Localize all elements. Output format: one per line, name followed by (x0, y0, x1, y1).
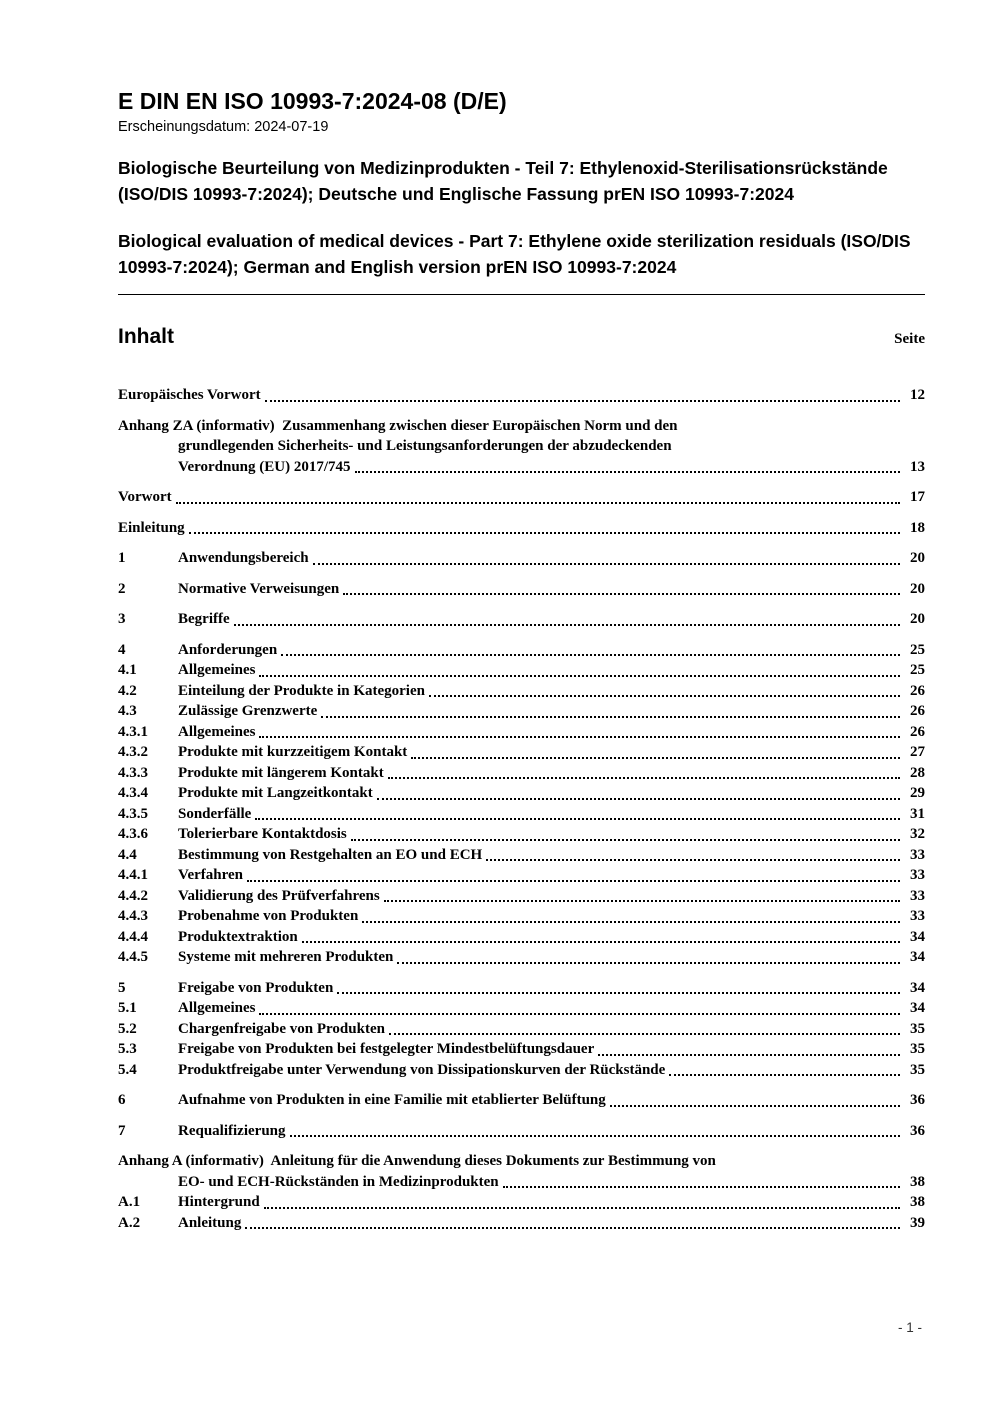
dot-leader (377, 798, 900, 800)
dot-leader (321, 716, 900, 718)
toc-page-number: 32 (910, 826, 925, 842)
toc-group (118, 609, 925, 630)
toc-entry-line (118, 998, 925, 1019)
toc-entry-line (118, 640, 925, 661)
toc-group (118, 548, 925, 569)
toc-entry-text: Begriffe (178, 611, 230, 627)
toc-entry-line (118, 1172, 925, 1193)
publication-date: Erscheinungsdatum: 2024-07-19 (118, 119, 329, 135)
toc-entry (118, 660, 925, 681)
toc-page-number: 35 (910, 1041, 925, 1057)
toc-page-number: 33 (910, 908, 925, 924)
toc-entry-number: 4.4 (118, 846, 137, 863)
toc-page-number: 38 (910, 1173, 925, 1190)
toc-entry-line (118, 978, 925, 999)
toc-entry-number: 4.4.2 (118, 887, 148, 904)
toc-entry-line (118, 947, 925, 968)
toc-entry-line (118, 1060, 925, 1081)
dot-leader (598, 1054, 900, 1056)
toc-entry-text: EO- und ECH-Rückständen in Medizinprodukten (178, 1173, 499, 1190)
toc-entry-text: Produkte mit kurzzeitigem Kontakt (178, 744, 408, 760)
dot-leader (234, 624, 900, 626)
toc-entry-line (118, 1121, 925, 1142)
dot-leader (264, 1207, 900, 1209)
toc-entry-line (118, 548, 925, 569)
toc-entry-line (118, 1019, 925, 1040)
toc-entry-text: Produktextraktion (178, 928, 298, 945)
toc-entry (118, 845, 925, 866)
dot-leader (281, 654, 900, 656)
toc-entry-line (118, 865, 925, 886)
toc-page-number: 31 (910, 805, 925, 822)
toc-entry-number: 2 (118, 580, 126, 597)
toc-entry (118, 998, 925, 1019)
toc-page-number: 26 (910, 723, 925, 740)
toc-entry (118, 701, 925, 722)
toc-entry-text: Normative Verweisungen (178, 580, 340, 597)
dot-leader (362, 921, 900, 923)
dot-leader (384, 900, 900, 902)
toc-entry-number: A.2 (118, 1214, 141, 1231)
toc-entry-number: 5.2 (118, 1020, 137, 1037)
toc-entry (118, 1019, 925, 1040)
toc-page-number: 25 (910, 662, 925, 678)
toc-entry (118, 1039, 925, 1060)
toc-page-number: 17 (910, 489, 925, 505)
toc-entry-line (118, 1039, 925, 1060)
toc-entry (118, 783, 925, 804)
toc-entry-text: Sonderfälle (178, 805, 252, 822)
toc-entry (118, 906, 925, 927)
toc-entry-text: Freigabe von Produkten (178, 979, 334, 996)
title-english: Biological evaluation of medical devices - Part 7: Ethylene oxide sterilization residuals (ISO/DIS 10993-7:2024); German and English version prEN ISO 10993-7:2024 (118, 231, 911, 277)
toc-entry-line (118, 742, 925, 763)
toc-entry (118, 886, 925, 907)
dot-leader (302, 941, 900, 943)
toc-entry-line (118, 681, 925, 702)
toc-entry-text: Verordnung (EU) 2017/745 (178, 458, 351, 475)
toc-group (118, 385, 925, 406)
toc-entry (118, 681, 925, 702)
toc-entry-text: grundlegenden Sicherheits- und Leistungsanforderungen der abzudeckenden (178, 438, 672, 454)
toc-entry-text: Validierung des Prüfverfahrens (178, 887, 380, 904)
toc-entry-text: Bestimmung von Restgehalten an EO und ECH (178, 846, 483, 863)
toc-entry-number: 4.4.1 (118, 867, 148, 883)
toc-entry (118, 1090, 925, 1111)
toc-entry-number: 5.3 (118, 1041, 137, 1057)
toc-entry-line (118, 722, 925, 743)
toc-entry-line (118, 824, 925, 845)
toc-entry-text: Produktfreigabe unter Verwendung von Dissipationskurven der Rückstände (178, 1061, 666, 1078)
toc-entry-number: 1 (118, 550, 126, 566)
toc-page-number: 27 (910, 744, 925, 760)
toc-entry (118, 1151, 925, 1192)
toc-entry-text: Freigabe von Produkten bei festgelegter Mindestbelüftungsdauer (178, 1041, 595, 1057)
toc-entry-line (118, 579, 925, 600)
dot-leader (259, 1013, 900, 1015)
dot-leader (259, 675, 900, 677)
toc-entry-line (118, 487, 925, 508)
toc-entry (118, 579, 925, 600)
toc-entry-number: 4.4.5 (118, 949, 148, 965)
toc-entry-text: Hintergrund (178, 1194, 260, 1210)
toc-entry-number: 4.2 (118, 682, 137, 699)
toc-entry-text: Anleitung (178, 1214, 242, 1231)
toc-entry-text: Allgemeines (178, 1000, 256, 1016)
dot-leader (669, 1074, 900, 1076)
toc-page-number: 36 (910, 1122, 925, 1139)
toc-entry (118, 804, 925, 825)
toc-entry-number: 7 (118, 1122, 126, 1139)
dot-leader (290, 1135, 901, 1137)
toc-entry-line (118, 660, 925, 681)
toc-group (118, 1121, 925, 1142)
toc-entry-line (118, 1213, 925, 1234)
toc-header (118, 325, 925, 349)
toc-entry-text: Einteilung der Produkte in Kategorien (178, 682, 425, 699)
dot-leader (411, 757, 900, 759)
toc-entry-number: 4.3.1 (118, 723, 148, 740)
dot-leader (343, 593, 900, 595)
toc-list (118, 385, 925, 1233)
toc-entry-line (118, 436, 925, 457)
toc-entry (118, 722, 925, 743)
dot-leader (337, 992, 900, 994)
toc-entry-line (118, 906, 925, 927)
dot-leader (313, 563, 900, 565)
title-german: Biologische Beurteilung von Medizinprodukten - Teil 7: Ethylenoxid-Sterilisationsrückstände (ISO/DIS 10993-7:2024); Deutsche und Englische Fassung prEN ISO 10993-7:2024 (118, 158, 888, 204)
toc-group (118, 1151, 925, 1233)
toc-entry-number: 4.3.2 (118, 744, 148, 760)
toc-entry-text: Vorwort (118, 489, 172, 505)
toc-group (118, 978, 925, 1081)
toc-entry-text: Systeme mit mehreren Produkten (178, 949, 394, 965)
toc-page-number: 26 (910, 682, 925, 699)
toc-entry-text: Verfahren (178, 867, 243, 883)
dot-leader (189, 532, 900, 534)
page-number-footer: - 1 - (897, 1320, 922, 1335)
toc-entry-number: 4.4.3 (118, 908, 148, 924)
toc-page-number: 34 (910, 949, 925, 965)
toc-entry-text: Probenahme von Produkten (178, 908, 359, 924)
toc-entry-line (118, 518, 925, 539)
toc-entry-line (118, 783, 925, 804)
toc-entry (118, 824, 925, 845)
toc-entry-number: 5 (118, 979, 126, 996)
toc-entry-line (118, 886, 925, 907)
toc-entry-text: Chargenfreigabe von Produkten (178, 1020, 385, 1037)
toc-group (118, 640, 925, 968)
toc-page-number: 35 (910, 1061, 925, 1078)
toc-entry (118, 1060, 925, 1081)
toc-entry (118, 763, 925, 784)
toc-entry-number: 6 (118, 1092, 126, 1108)
toc-page-number: 13 (910, 458, 925, 475)
toc-group (118, 416, 925, 478)
toc-entry-number: 4 (118, 641, 126, 658)
dot-leader (355, 471, 900, 473)
dot-leader (486, 859, 900, 861)
toc-entry-text: Europäisches Vorwort (118, 387, 261, 403)
toc-entry (118, 865, 925, 886)
dot-leader (429, 695, 900, 697)
toc-entry-text: Aufnahme von Produkten in eine Familie mit etablierter Belüftung (178, 1092, 606, 1108)
toc-page-number: 34 (910, 1000, 925, 1016)
toc-entry-number: 5.1 (118, 1000, 137, 1016)
toc-page-number: 28 (910, 764, 925, 781)
toc-entry (118, 640, 925, 661)
toc-page-number: 20 (910, 550, 925, 566)
toc-entry-number: 4.3.4 (118, 785, 148, 801)
toc-page-number: 38 (910, 1194, 925, 1210)
toc-entry-text: Anhang A (informativ) Anleitung für die Anwendung dieses Dokuments zur Bestimmung von (118, 1153, 716, 1169)
toc-entry (118, 742, 925, 763)
toc-page-number: 34 (910, 928, 925, 945)
toc-entry (118, 416, 925, 478)
toc-group (118, 487, 925, 508)
toc-entry-line (118, 1151, 925, 1172)
toc-entry (118, 548, 925, 569)
toc-entry-line (118, 845, 925, 866)
toc-entry (118, 385, 925, 406)
dot-leader (388, 777, 900, 779)
toc-entry (118, 518, 925, 539)
toc-entry-text: Allgemeines (178, 723, 256, 740)
toc-entry (118, 487, 925, 508)
toc-entry-line (118, 763, 925, 784)
toc-entry-number: 4.3 (118, 703, 137, 719)
dot-leader (503, 1186, 900, 1188)
toc-entry-number: 4.3.5 (118, 805, 148, 822)
toc-entry-number: A.1 (118, 1194, 141, 1210)
toc-page-number: 12 (910, 387, 925, 403)
toc-page-number: 29 (910, 785, 925, 801)
toc-entry-number: 3 (118, 611, 126, 627)
toc-entry-number: 5.4 (118, 1061, 137, 1078)
toc-page-number: 25 (910, 641, 925, 658)
toc-entry (118, 1213, 925, 1234)
dot-leader (255, 818, 900, 820)
toc-heading: Inhalt (118, 325, 174, 348)
dot-leader (259, 736, 900, 738)
dot-leader (265, 400, 900, 402)
toc-entry-line (118, 416, 925, 437)
toc-entry (118, 927, 925, 948)
toc-page-number: 20 (910, 580, 925, 597)
dot-leader (245, 1227, 900, 1229)
toc-entry-line (118, 1090, 925, 1111)
toc-entry-text: Zulässige Grenzwerte (178, 703, 318, 719)
toc-entry-number: 4.1 (118, 662, 137, 678)
page-content (118, 0, 925, 1233)
toc-page-column-label: Seite (894, 331, 925, 347)
toc-entry-line (118, 701, 925, 722)
toc-entry-text: Anhang ZA (informativ) Zusammenhang zwischen dieser Europäischen Norm und den (118, 417, 678, 434)
toc-entry-text: Anforderungen (178, 641, 278, 658)
toc-page-number: 33 (910, 846, 925, 863)
toc-entry (118, 978, 925, 999)
toc-group (118, 518, 925, 539)
dot-leader (176, 502, 900, 504)
toc-group (118, 1090, 925, 1111)
toc-entry-line (118, 609, 925, 630)
toc-entry-text: Allgemeines (178, 662, 256, 678)
dot-leader (610, 1105, 900, 1107)
dot-leader (397, 962, 900, 964)
toc-page-number: 35 (910, 1020, 925, 1037)
toc-entry-line (118, 1192, 925, 1213)
toc-entry-line (118, 457, 925, 478)
toc-entry-line (118, 385, 925, 406)
dot-leader (389, 1033, 900, 1035)
toc-entry-text: Anwendungsbereich (178, 550, 309, 566)
toc-entry-text: Tolerierbare Kontaktdosis (178, 826, 347, 842)
toc-entry (118, 1192, 925, 1213)
toc-page-number: 20 (910, 611, 925, 627)
toc-entry-number: 4.3.3 (118, 764, 148, 781)
toc-entry-text: Einleitung (118, 519, 185, 536)
toc-entry-number: 4.4.4 (118, 928, 148, 945)
toc-group (118, 579, 925, 600)
dot-leader (351, 839, 900, 841)
toc-entry (118, 947, 925, 968)
toc-page-number: 39 (910, 1214, 925, 1231)
toc-entry-text: Requalifizierung (178, 1122, 286, 1139)
toc-page-number: 33 (910, 887, 925, 904)
toc-page-number: 26 (910, 703, 925, 719)
divider-rule (118, 294, 925, 295)
toc-entry-number: 4.3.6 (118, 826, 148, 842)
toc-page-number: 33 (910, 867, 925, 883)
document-number: E DIN EN ISO 10993-7:2024-08 (D/E) (118, 88, 507, 114)
toc-entry-line (118, 804, 925, 825)
dot-leader (247, 880, 900, 882)
toc-entry-text: Produkte mit Langzeitkontakt (178, 785, 373, 801)
toc-entry (118, 609, 925, 630)
toc-entry-text: Produkte mit längerem Kontakt (178, 764, 384, 781)
toc-page-number: 18 (910, 519, 925, 536)
toc-page-number: 34 (910, 979, 925, 996)
toc-entry-line (118, 927, 925, 948)
toc-page-number: 36 (910, 1092, 925, 1108)
toc-entry (118, 1121, 925, 1142)
